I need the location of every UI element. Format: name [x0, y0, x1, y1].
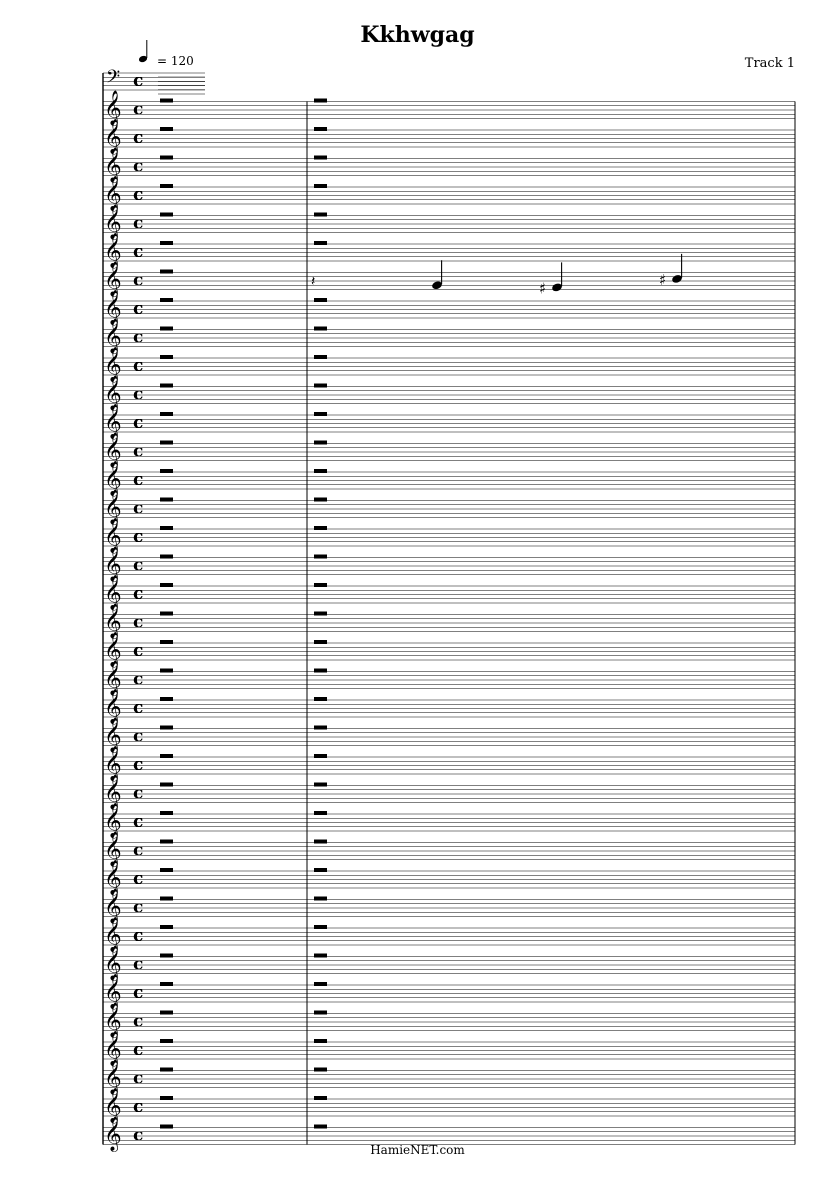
whole-rest: [314, 384, 327, 388]
whole-rest: [314, 982, 327, 986]
whole-rest: [314, 669, 327, 673]
treble-clef-icon: 𝄞: [104, 204, 122, 240]
treble-clef-icon: 𝄞: [104, 119, 122, 154]
whole-rest: [160, 412, 173, 416]
treble-clef-icon: 𝄞: [104, 290, 122, 325]
treble-clef-icon: 𝄞: [104, 575, 122, 610]
whole-rest: [314, 526, 327, 530]
whole-rest: [160, 640, 173, 644]
whole-rest: [160, 840, 173, 844]
whole-rest: [160, 327, 173, 331]
whole-rest: [314, 1039, 327, 1043]
whole-rest: [160, 1011, 173, 1015]
whole-rest: [314, 298, 327, 302]
time-signature: c: [133, 555, 144, 576]
time-signature: c: [133, 869, 144, 889]
time-signature: c: [133, 698, 144, 718]
whole-rest: [160, 469, 173, 473]
treble-clef-icon: 𝄞: [104, 660, 122, 696]
tempo-marking: = 120: [157, 54, 194, 68]
whole-rest: [314, 726, 327, 730]
whole-rest: [314, 868, 327, 872]
time-signature: c: [133, 185, 144, 205]
treble-clef-icon: 𝄞: [104, 90, 122, 126]
time-signature: c: [133, 356, 144, 376]
time-signature: c: [133, 156, 144, 177]
treble-clef-icon: 𝄞: [104, 746, 122, 781]
whole-rest: [314, 184, 327, 188]
treble-clef-icon: 𝄞: [104, 461, 122, 496]
time-signature: c: [133, 1097, 144, 1117]
time-signature: c: [133, 983, 144, 1003]
whole-rest: [314, 99, 327, 103]
time-signature: c: [133, 612, 144, 633]
time-signature: c: [133, 812, 144, 832]
whole-rest: [314, 127, 327, 131]
time-signature: c: [133, 441, 144, 462]
whole-rest: [314, 327, 327, 331]
whole-rest: [160, 355, 173, 359]
whole-rest: [314, 469, 327, 473]
whole-rest: [160, 184, 173, 188]
treble-clef-icon: 𝄞: [104, 831, 122, 867]
treble-clef-icon: 𝄞: [104, 603, 122, 639]
time-signature: c: [133, 897, 144, 918]
sharp-accidental: ♯: [659, 270, 667, 289]
footer-credit: HamieNET.com: [370, 1143, 465, 1157]
whole-rest: [160, 127, 173, 131]
time-signature: c: [133, 584, 144, 604]
treble-clef-icon: 𝄞: [104, 318, 122, 354]
treble-clef-icon: 𝄞: [104, 147, 122, 183]
whole-rest: [314, 783, 327, 787]
time-signature: c: [133, 413, 144, 433]
time-signature: c: [133, 384, 144, 405]
time-signature: c: [133, 926, 144, 946]
treble-clef-icon: 𝄞: [104, 1031, 122, 1066]
whole-rest: [314, 612, 327, 616]
whole-rest: [314, 355, 327, 359]
time-signature: c: [133, 527, 144, 547]
whole-rest: [160, 697, 173, 701]
treble-clef-icon: 𝄞: [104, 717, 122, 753]
time-signature: c: [133, 242, 144, 262]
score-title: Kkhwgag: [360, 22, 475, 48]
treble-clef-icon: 𝄞: [104, 518, 122, 553]
treble-clef-icon: 𝄞: [104, 945, 122, 981]
whole-rest: [160, 811, 173, 815]
time-signature: c: [133, 1125, 144, 1146]
time-signature: c: [133, 128, 144, 148]
whole-rest: [160, 99, 173, 103]
whole-rest: [314, 583, 327, 587]
time-signature: c: [133, 954, 144, 975]
time-signature: c: [133, 783, 144, 804]
whole-rest: [314, 156, 327, 160]
time-signature: c: [133, 299, 144, 319]
whole-rest: [160, 555, 173, 559]
whole-rest: [314, 1011, 327, 1015]
track-label: Track 1: [744, 56, 795, 71]
treble-clef-icon: 𝄞: [104, 375, 122, 411]
quarter-rest: 𝄽: [311, 273, 316, 290]
bass-clef-icon: 𝄢: [106, 67, 121, 92]
time-signature: c: [133, 641, 144, 661]
treble-clef-icon: 𝄞: [104, 1059, 122, 1095]
treble-clef-icon: 𝄞: [104, 1116, 122, 1152]
whole-rest: [160, 982, 173, 986]
time-signature: c: [133, 71, 144, 91]
whole-rest: [160, 526, 173, 530]
time-signature: c: [133, 213, 144, 234]
time-signature: c: [133, 1011, 144, 1032]
whole-rest: [314, 754, 327, 758]
whole-rest: [160, 925, 173, 929]
treble-clef-icon: 𝄞: [104, 774, 122, 810]
time-signature: c: [133, 327, 144, 348]
whole-rest: [314, 1125, 327, 1129]
whole-rest: [160, 384, 173, 388]
treble-clef-icon: 𝄞: [104, 347, 122, 382]
whole-rest: [160, 954, 173, 958]
treble-clef-icon: 𝄞: [104, 546, 122, 582]
time-signature: c: [133, 755, 144, 775]
time-signature: c: [133, 669, 144, 690]
whole-rest: [160, 213, 173, 217]
time-signature: c: [133, 498, 144, 519]
whole-rest: [160, 298, 173, 302]
whole-rest: [314, 1096, 327, 1100]
treble-clef-icon: 𝄞: [104, 176, 122, 211]
whole-rest: [160, 754, 173, 758]
treble-clef-icon: 𝄞: [104, 974, 122, 1009]
whole-rest: [314, 498, 327, 502]
whole-rest: [314, 441, 327, 445]
treble-clef-icon: 𝄞: [104, 917, 122, 952]
treble-clef-icon: 𝄞: [104, 261, 122, 297]
treble-clef-icon: 𝄞: [104, 689, 122, 724]
whole-rest: [314, 640, 327, 644]
time-signature: c: [133, 726, 144, 747]
time-signature: c: [133, 470, 144, 490]
whole-rest: [160, 669, 173, 673]
whole-rest: [160, 583, 173, 587]
time-signature: c: [133, 270, 144, 291]
whole-rest: [160, 156, 173, 160]
time-signature: c: [133, 1068, 144, 1089]
treble-clef-icon: 𝄞: [104, 404, 122, 439]
whole-rest: [160, 1096, 173, 1100]
treble-clef-icon: 𝄞: [104, 632, 122, 667]
time-signature: c: [133, 840, 144, 861]
whole-rest: [314, 697, 327, 701]
whole-rest: [314, 555, 327, 559]
whole-rest: [314, 1068, 327, 1072]
whole-rest: [160, 783, 173, 787]
whole-rest: [160, 270, 173, 274]
treble-clef-icon: 𝄞: [104, 1088, 122, 1123]
whole-rest: [314, 954, 327, 958]
treble-clef-icon: 𝄞: [104, 1002, 122, 1038]
whole-rest: [160, 1068, 173, 1072]
sharp-accidental: ♯: [539, 279, 547, 298]
whole-rest: [160, 868, 173, 872]
treble-clef-icon: 𝄞: [104, 803, 122, 838]
treble-clef-icon: 𝄞: [104, 489, 122, 525]
whole-rest: [314, 412, 327, 416]
whole-rest: [160, 897, 173, 901]
whole-rest: [160, 441, 173, 445]
whole-rest: [314, 925, 327, 929]
whole-rest: [314, 897, 327, 901]
time-signature: c: [133, 99, 144, 120]
treble-clef-icon: 𝄞: [104, 432, 122, 468]
treble-clef-icon: 𝄞: [104, 233, 122, 268]
time-signature: c: [133, 1040, 144, 1060]
whole-rest: [314, 811, 327, 815]
whole-rest: [160, 726, 173, 730]
whole-rest: [314, 840, 327, 844]
whole-rest: [160, 612, 173, 616]
whole-rest: [160, 1039, 173, 1043]
whole-rest: [314, 213, 327, 217]
whole-rest: [160, 498, 173, 502]
whole-rest: [314, 241, 327, 245]
treble-clef-icon: 𝄞: [104, 860, 122, 895]
treble-clef-icon: 𝄞: [104, 888, 122, 924]
whole-rest: [160, 1125, 173, 1129]
whole-rest: [160, 241, 173, 245]
